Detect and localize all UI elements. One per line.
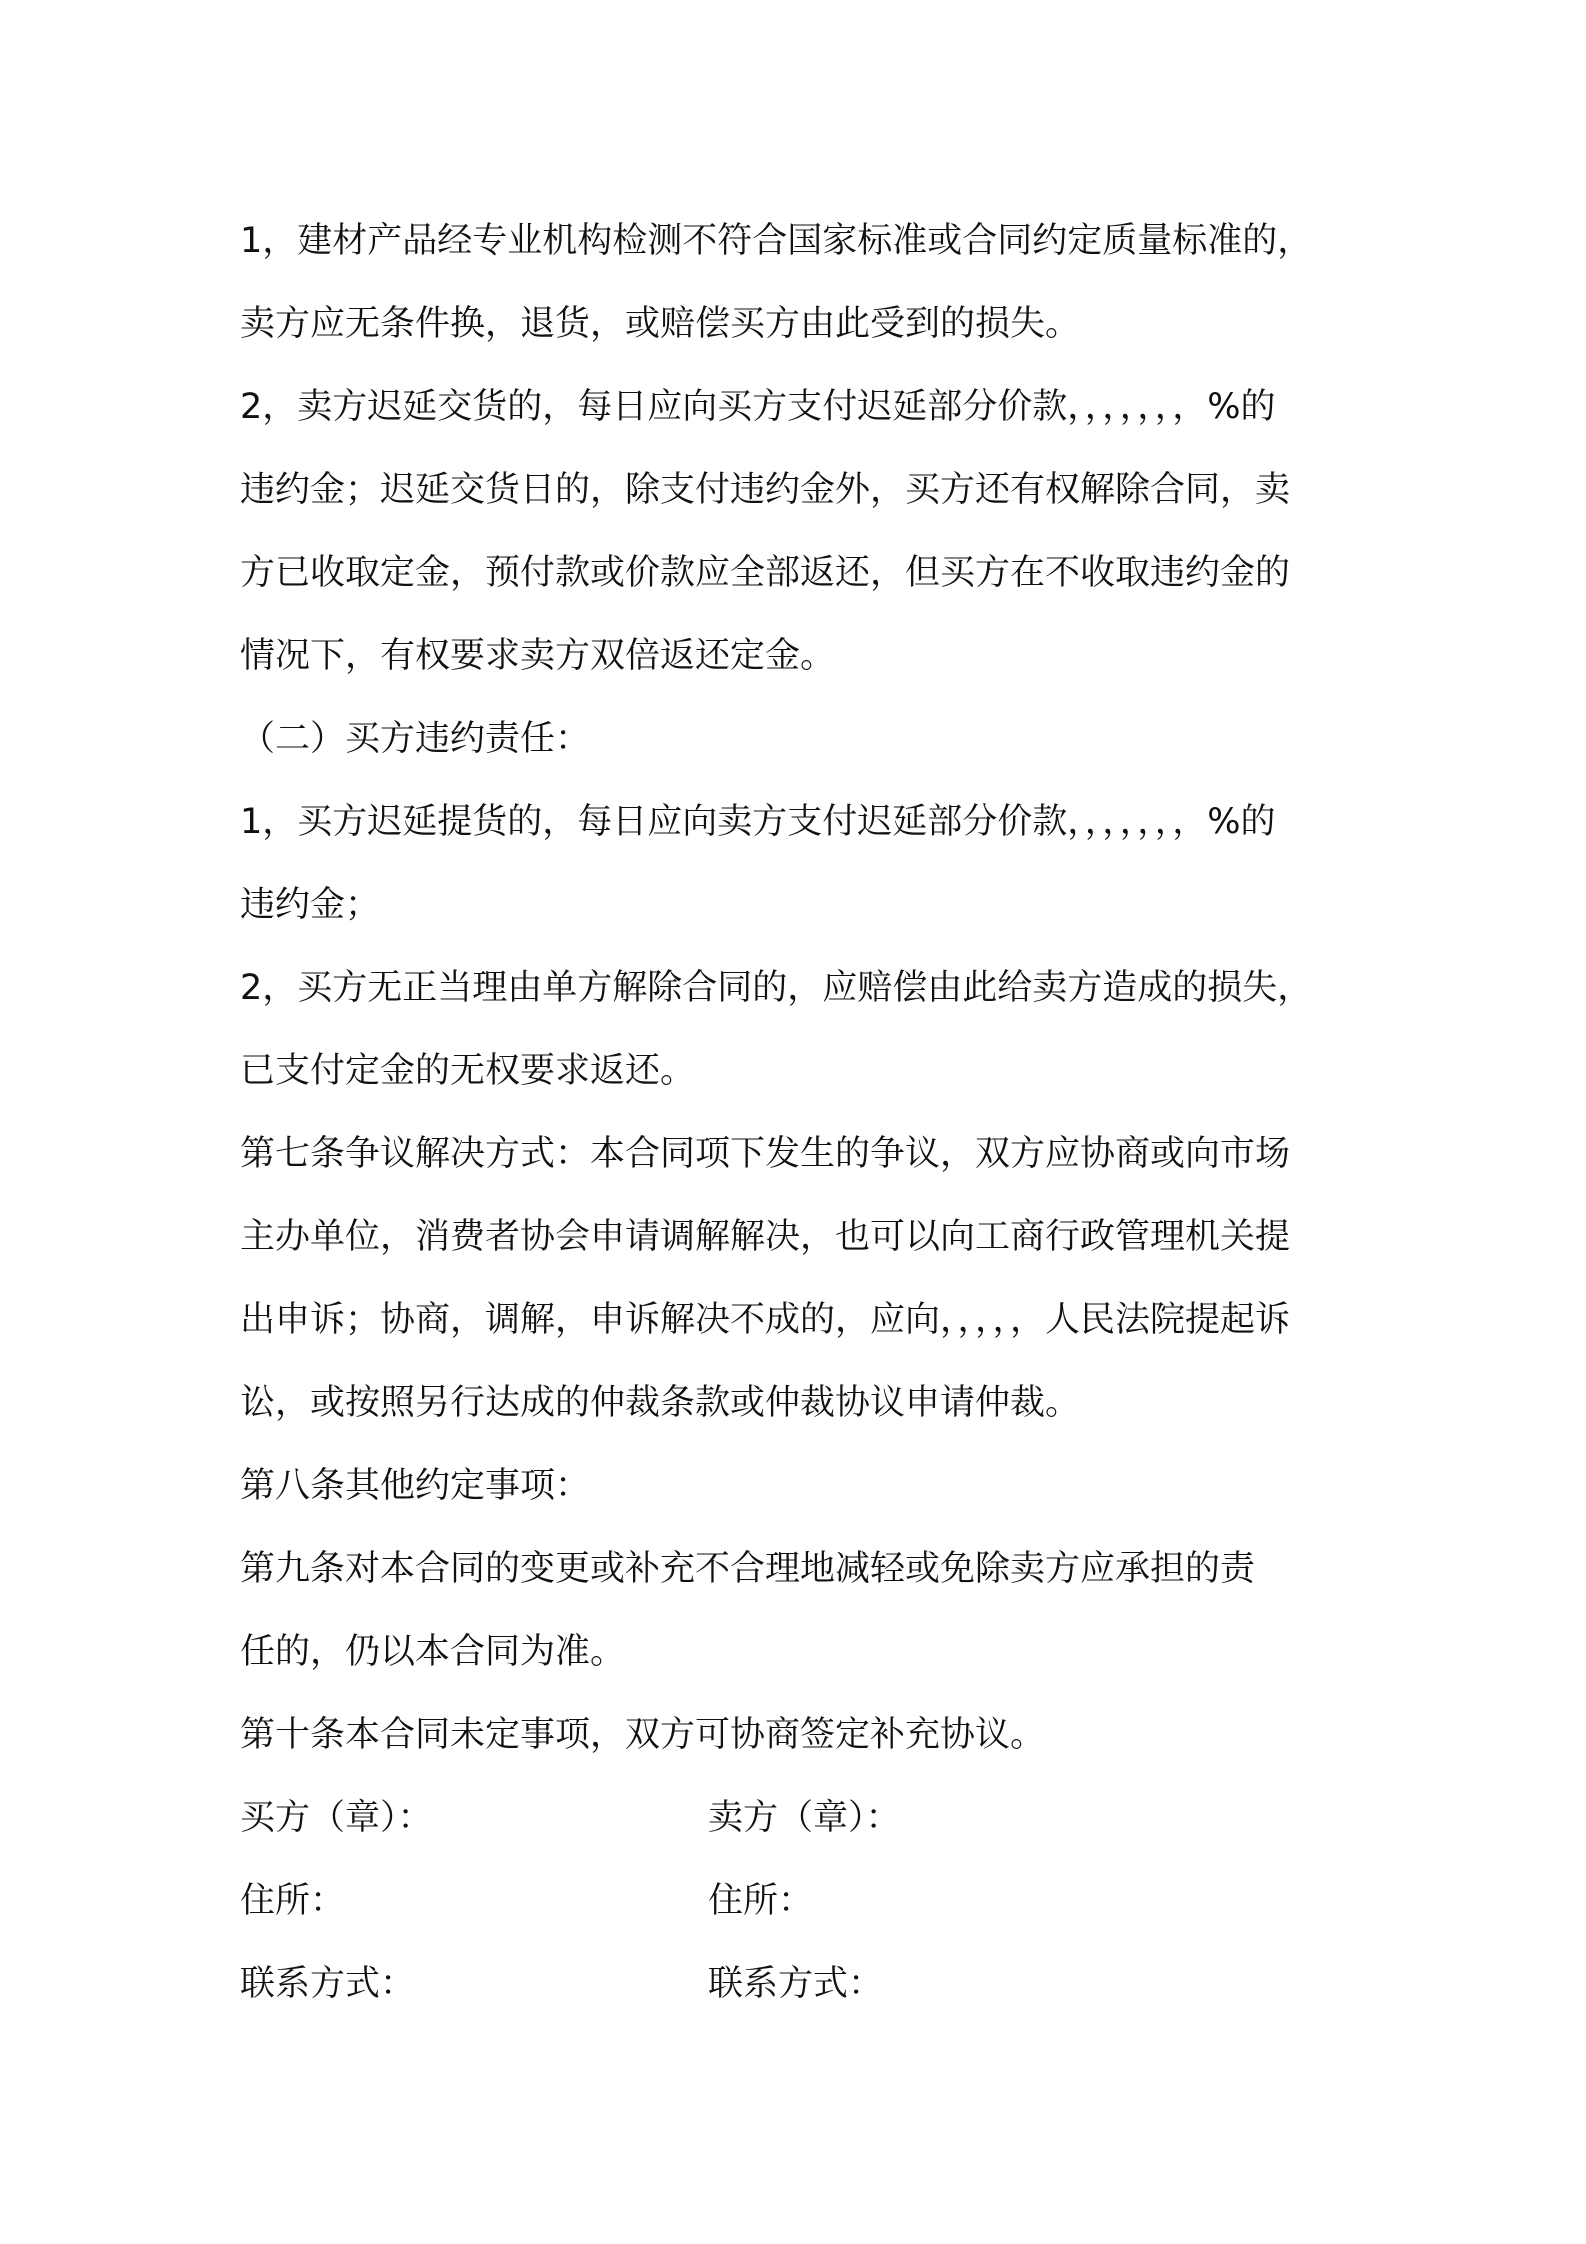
- text-line: 方已收取定金，预付款或价款应全部返还，但买方在不收取违约金的: [240, 553, 1291, 593]
- text-line: 讼，或按照另行达成的仲裁条款或仲裁协议申请仲裁。: [240, 1383, 1081, 1423]
- buyer-seal-label: 买方（章）：: [240, 1798, 433, 1838]
- article-9-line: 第九条对本合同的变更或补充不合理地减轻或免除卖方应承担的责: [240, 1549, 1256, 1589]
- article-10-line: 第十条本合同未定事项，双方可协商签定补充协议。: [240, 1715, 1046, 1755]
- article-7-line: 第七条争议解决方式：本合同项下发生的争议，双方应协商或向市场: [240, 1134, 1291, 1174]
- document-body: [240, 200, 1360, 2026]
- buyer-address-label: 住所：: [240, 1881, 346, 1921]
- text-line: 2，卖方迟延交货的，每日应向买方支付迟延部分价款，，，，，，，%的: [240, 387, 1276, 427]
- text-line: 1，买方迟延提货的，每日应向卖方支付迟延部分价款，，，，，，，%的: [240, 802, 1276, 842]
- text-line: 违约金；: [240, 885, 381, 925]
- text-line: 主办单位，消费者协会申请调解解决，也可以向工商行政管理机关提: [240, 1217, 1291, 1257]
- text-line: 任的，仍以本合同为准。: [240, 1632, 626, 1672]
- text-line: 情况下，有权要求卖方双倍返还定金。: [240, 636, 836, 676]
- seller-contact-label: 联系方式：: [708, 1964, 884, 2004]
- text-line: 已支付定金的无权要求返还。: [240, 1051, 696, 1091]
- text-line: 2，买方无正当理由单方解除合同的，应赔偿由此给卖方造成的损失，: [240, 968, 1313, 1008]
- article-8-line: 第八条其他约定事项：: [240, 1466, 591, 1506]
- text-line: 1，建材产品经专业机构检测不符合国家标准或合同约定质量标准的，: [240, 221, 1313, 261]
- signature-row-contact: [240, 1943, 1360, 2026]
- text-line: 违约金；迟延交货日的，除支付违约金外，买方还有权解除合同，卖: [240, 470, 1291, 510]
- text-line: 卖方应无条件换，退货，或赔偿买方由此受到的损失。: [240, 304, 1081, 344]
- buyer-contact-label: 联系方式：: [240, 1964, 416, 2004]
- section-heading: （二）买方违约责任：: [240, 719, 591, 759]
- signature-row-address: [240, 1860, 1360, 1943]
- seller-seal-label: 卖方（章）：: [708, 1798, 901, 1838]
- text-line: 出申诉；协商，调解，申诉解决不成的，应向，，，，，人民法院提起诉: [240, 1300, 1291, 1340]
- seller-address-label: 住所：: [708, 1881, 814, 1921]
- signature-row-seal: [240, 1777, 1360, 1860]
